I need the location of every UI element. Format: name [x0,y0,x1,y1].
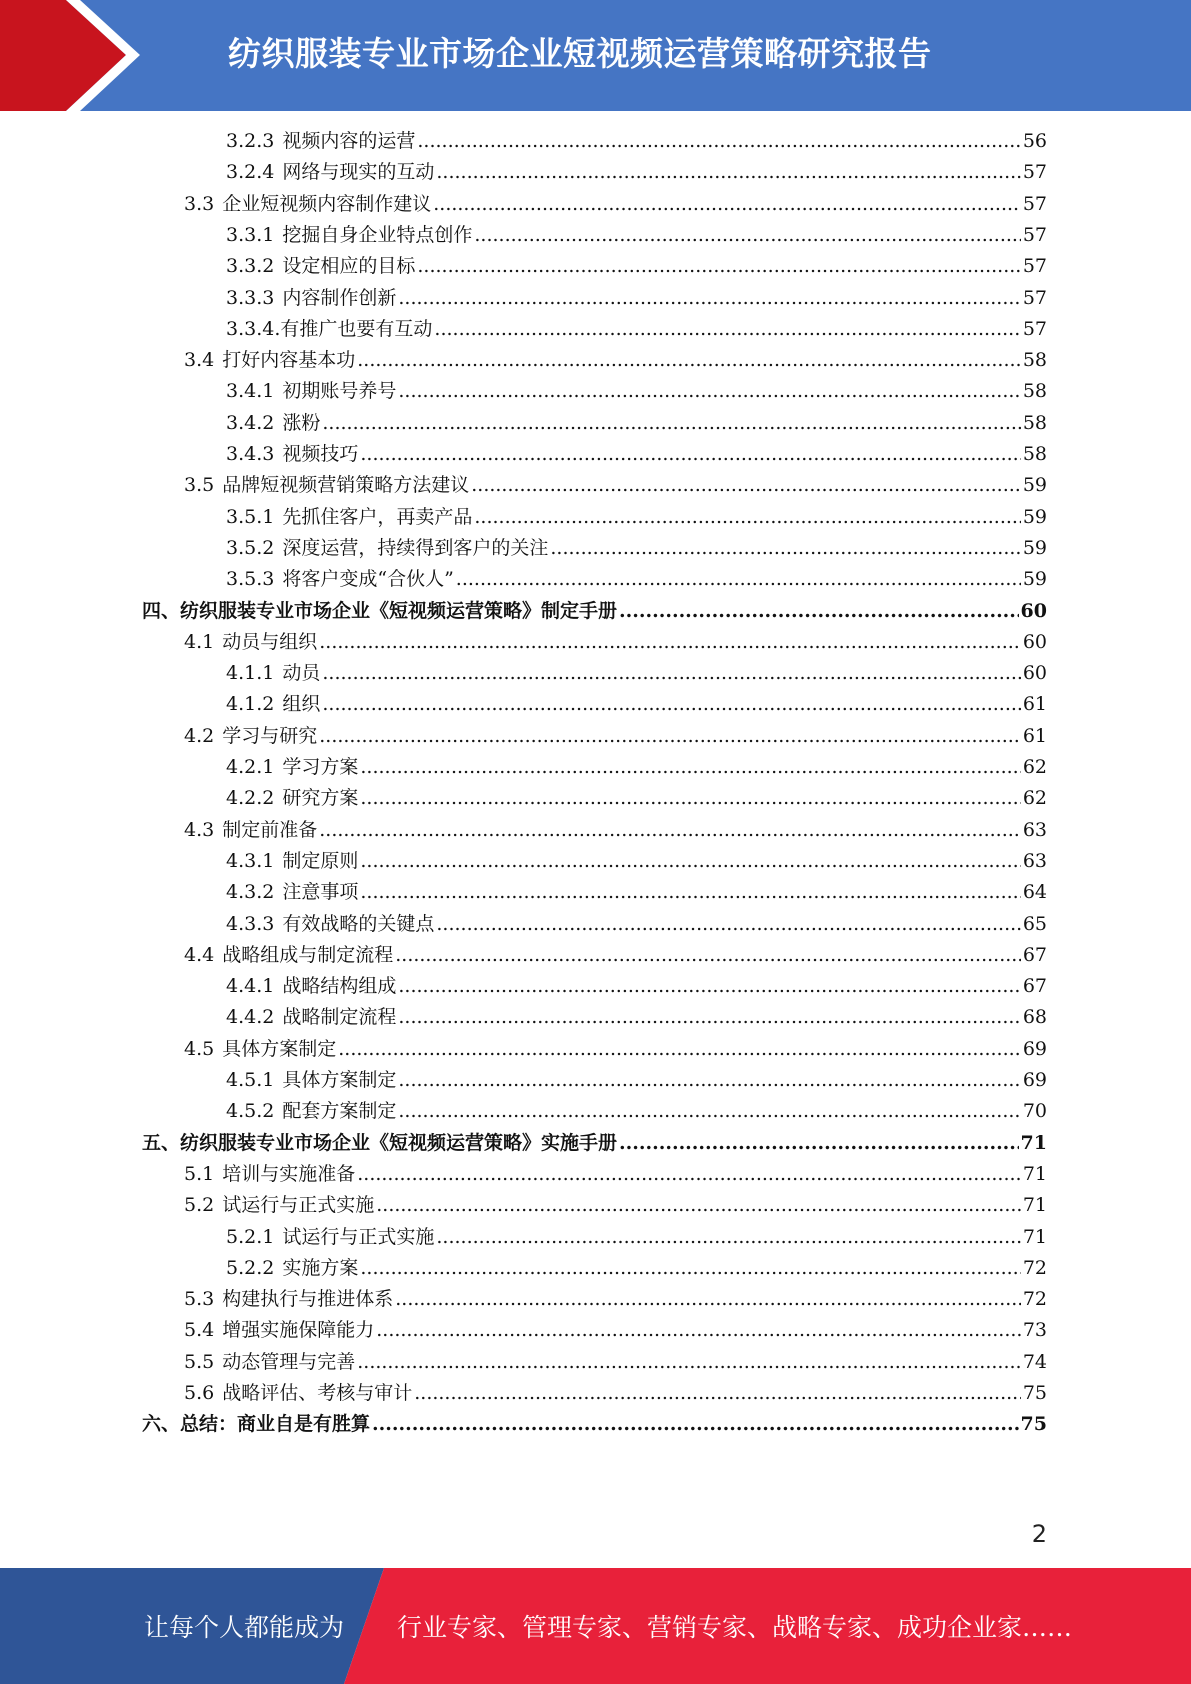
toc-entry-title: 品牌短视频营销策略方法建议 [222,474,470,497]
toc-dot-leader [398,284,1020,312]
toc-entry-page: 71 [1022,1162,1047,1185]
toc-dot-leader [395,941,1021,969]
toc-dot-leader [322,690,1020,718]
toc-entry-title: 实施方案 [282,1256,359,1279]
toc-entry-title: 网络与现实的互动 [282,161,435,184]
toc-entry[interactable] [184,722,1047,750]
toc-entry[interactable] [226,284,1047,312]
toc-dot-leader [474,221,1020,249]
toc-entry[interactable] [226,878,1047,906]
toc-dot-leader [357,1160,1021,1188]
toc-entry[interactable] [184,1379,1047,1407]
toc-dot-leader [322,659,1020,687]
toc-entry-page: 56 [1022,130,1047,152]
toc-entry[interactable] [184,1035,1047,1063]
toc-entry-page: 57 [1022,255,1047,278]
toc-entry[interactable] [184,190,1047,218]
toc-entry-number: 4.1 [184,630,215,653]
toc-entry-number: 4.2 [184,724,215,747]
toc-entry-number: 4.4 [184,943,215,966]
toc-entry-title: 纺织服装专业市场企业《短视频运营策略》实施手册 [180,1131,618,1154]
toc-dot-leader [456,565,1021,593]
toc-entry[interactable] [226,910,1047,938]
toc-entry-page: 57 [1022,223,1047,246]
report-title: 纺织服装专业市场企业短视频运营策略研究报告 [228,34,932,73]
toc-entry-title: 动态管理与完善 [222,1350,356,1373]
toc-entry-page: 68 [1022,1006,1047,1029]
toc-entry[interactable] [184,1160,1047,1188]
toc-entry[interactable] [226,1066,1047,1094]
footer-slogan-left: 让每个人都能成为 [144,1613,345,1642]
toc-entry-number: 3.5.3 [226,568,275,591]
toc-entry-title: 构建执行与推进体系 [222,1288,394,1311]
toc-entry-title: 战略制定流程 [282,1006,397,1029]
toc-entry-page: 75 [1022,1382,1047,1404]
toc-entry-title: 打好内容基本功 [222,349,356,372]
toc-entry-page: 62 [1022,787,1047,810]
toc-entry-page: 64 [1022,881,1047,904]
toc-entry-title: 试运行与正式实施 [222,1194,375,1217]
toc-entry-title: 注意事项 [282,881,359,904]
toc-entry[interactable] [184,346,1047,374]
toc-entry-page: 72 [1022,1288,1047,1311]
toc-entry[interactable] [226,1003,1047,1031]
toc-entry-page: 75 [1020,1413,1047,1436]
toc-entry-number: 3.5 [184,474,215,497]
toc-dot-leader [319,816,1021,844]
toc-dot-leader [360,847,1020,875]
toc-entry-page: 57 [1022,286,1047,309]
toc-entry-number: 3.5.2 [226,536,275,559]
toc-entry-page: 69 [1022,1037,1047,1060]
toc-entry-page: 71 [1022,1225,1047,1248]
toc-entry-number: 3.2.3 [226,130,275,152]
toc-entry-number: 四、 [142,599,181,622]
toc-entry-page: 59 [1022,474,1047,497]
toc-entry-title: 战略结构组成 [282,975,397,998]
toc-entry[interactable] [226,127,1047,155]
toc-entry[interactable] [184,471,1047,499]
toc-entry[interactable] [226,158,1047,186]
toc-dot-leader [398,1003,1020,1031]
toc-entry[interactable] [184,1316,1047,1344]
toc-entry-page: 67 [1022,943,1047,966]
toc-dot-leader [474,503,1020,531]
toc-entry[interactable] [184,1285,1047,1313]
toc-entry-number: 4.5 [184,1037,215,1060]
toc-entry-number: 5.2.2 [226,1256,275,1279]
toc-entry-title: 总结：商业自是有胜算 [180,1413,371,1436]
toc-entry-title: 培训与实施准备 [222,1162,356,1185]
toc-entry[interactable] [226,440,1047,468]
toc-entry-page: 59 [1022,505,1047,528]
toc-dot-leader [434,315,1020,343]
toc-entry[interactable] [226,221,1047,249]
toc-dot-leader [436,910,1020,938]
toc-entry-number: 3.4.3 [226,443,275,465]
toc-dot-leader [417,252,1020,280]
toc-entry-page: 60 [1022,662,1047,685]
toc-entry[interactable] [184,628,1047,656]
toc-entry-number: 4.3.1 [226,849,275,872]
toc-dot-leader [436,158,1020,186]
toc-entry-title: 视频内容的运营 [282,130,416,152]
toc-entry-page: 69 [1022,1069,1047,1091]
toc-dot-leader [398,1066,1020,1094]
toc-dot-leader [550,534,1020,562]
toc-dot-leader [398,972,1020,1000]
toc-entry-number: 4.5.2 [226,1100,275,1123]
toc-entry-title: 组织 [282,693,321,716]
toc-entry[interactable] [184,941,1047,969]
page-number: 2 [1031,1520,1047,1548]
toc-entry-page: 74 [1022,1350,1047,1373]
toc-entry-page: 73 [1022,1319,1047,1342]
toc-entry-number: 3.3.1 [226,223,275,246]
toc-dot-leader [376,1316,1021,1344]
toc-entry[interactable] [226,503,1047,531]
toc-entry-title: 设定相应的目标 [282,255,416,278]
toc-entry-page: 57 [1022,317,1047,340]
toc-entry-page: 58 [1022,380,1047,403]
toc-entry-number: 4.4.2 [226,1006,275,1029]
page-header [0,0,1191,111]
toc-dot-leader [360,753,1020,781]
toc-entry-title: 将客户变成“合伙人” [282,568,454,591]
toc-dot-leader [338,1035,1021,1063]
toc-entry-number: 4.3.2 [226,881,275,904]
toc-entry-page: 65 [1022,912,1047,935]
toc-entry-number: 5.5 [184,1350,215,1373]
toc-entry[interactable] [184,1191,1047,1219]
page-footer [0,1568,1191,1684]
toc-entry-number: 5.3 [184,1288,215,1311]
toc-dot-leader [376,1191,1021,1219]
toc-entry-title: 具体方案制定 [222,1037,337,1060]
toc-entry-number: 3.4.2 [226,411,275,434]
toc-entry-page: 58 [1022,411,1047,434]
toc-entry-title: 具体方案制定 [282,1069,397,1091]
toc-entry-title: 战略评估、考核与审计 [222,1382,413,1404]
footer-slogan-right: 行业专家、管理专家、营销专家、战略专家、成功企业家…… [397,1613,1073,1642]
toc-dot-leader [436,1223,1020,1251]
toc-entry-number: 3.2.4 [226,161,275,184]
toc-entry-number: 3.4.1 [226,380,275,403]
toc-dot-leader [357,1348,1021,1376]
toc-entry-page: 58 [1022,443,1047,465]
toc-entry-number: 4.2.2 [226,787,275,810]
toc-entry-page: 59 [1022,536,1047,559]
toc-entry-title: 企业短视频内容制作建议 [222,192,432,215]
toc-dot-leader [433,190,1021,218]
toc-entry[interactable] [142,1129,1047,1157]
toc-dot-leader [414,1379,1021,1407]
toc-entry-title: 内容制作创新 [282,286,397,309]
toc-entry-number: 5.2 [184,1194,215,1217]
toc-entry-title: 纺织服装专业市场企业《短视频运营策略》制定手册 [180,599,618,622]
toc-entry-page: 67 [1022,975,1047,998]
toc-entry[interactable] [226,409,1047,437]
toc-entry-number: 4.1.2 [226,693,275,716]
toc-entry-number: 4.5.1 [226,1069,275,1091]
toc-entry-number: 3.5.1 [226,505,275,528]
toc-dot-leader [619,597,1019,625]
toc-entry[interactable] [226,377,1047,405]
toc-entry[interactable] [226,1223,1047,1251]
toc-entry-number: 3.3.4. [226,317,281,340]
toc-entry[interactable] [226,1254,1047,1282]
toc-entry-number: 4.2.1 [226,756,275,778]
toc-entry[interactable] [226,690,1047,718]
toc-entry[interactable] [142,1410,1047,1438]
toc-dot-leader [360,440,1020,468]
toc-entry-number: 五、 [142,1131,181,1154]
toc-entry-title: 涨粉 [282,411,321,434]
toc-dot-leader [398,1097,1020,1125]
toc-entry-title: 先抓住客户，再卖产品 [282,505,473,528]
toc-entry-title: 试运行与正式实施 [282,1225,435,1248]
toc-entry-title: 学习与研究 [222,724,318,747]
toc-entry[interactable] [226,315,1047,343]
toc-entry-page: 61 [1022,693,1047,716]
toc-entry-page: 71 [1022,1194,1047,1217]
toc-entry-page: 60 [1022,630,1047,653]
toc-entry-number: 5.6 [184,1382,215,1404]
toc-dot-leader [372,1410,1019,1438]
toc-dot-leader [360,784,1020,812]
toc-entry-title: 制定前准备 [222,818,318,841]
toc-entry-page: 59 [1022,568,1047,591]
toc-entry-page: 58 [1022,349,1047,372]
toc-entry-title: 动员与组织 [222,630,318,653]
toc-entry[interactable] [226,659,1047,687]
toc-entry-title: 深度运营，持续得到客户的关注 [282,536,549,559]
toc-dot-leader [360,878,1020,906]
toc-entry-page: 63 [1022,849,1047,872]
toc-entry-title: 动员 [282,662,321,685]
toc-entry-number: 3.4 [184,349,215,372]
toc-entry-page: 70 [1022,1100,1047,1123]
toc-dot-leader [417,127,1020,155]
toc-entry[interactable] [142,597,1047,625]
toc-entry-number: 4.1.1 [226,662,275,685]
toc-entry-number: 5.4 [184,1319,215,1342]
toc-entry[interactable] [226,252,1047,280]
toc-dot-leader [322,409,1020,437]
toc-entry-page: 61 [1022,724,1047,747]
toc-entry[interactable] [226,753,1047,781]
toc-entry-page: 72 [1022,1256,1047,1279]
toc-entry[interactable] [226,784,1047,812]
toc-entry[interactable] [226,847,1047,875]
toc-entry-title: 有推广也要有互动 [280,317,433,340]
toc-dot-leader [471,471,1021,499]
toc-entry-title: 初期账号养号 [282,380,397,403]
toc-entry[interactable] [184,1348,1047,1376]
toc-entry-title: 增强实施保障能力 [222,1319,375,1342]
toc-entry-number: 3.3.2 [226,255,275,278]
toc-dot-leader [619,1129,1019,1157]
toc-entry-title: 配套方案制定 [282,1100,397,1123]
red-chevron-decoration [0,0,160,111]
toc-dot-leader [360,1254,1020,1282]
toc-entry[interactable] [226,565,1047,593]
toc-entry-title: 有效战略的关键点 [282,912,435,935]
toc-dot-leader [398,377,1020,405]
toc-entry-title: 制定原则 [282,849,359,872]
toc-entry-number: 3.3.3 [226,286,275,309]
toc-entry-page: 63 [1022,818,1047,841]
toc-entry[interactable] [184,816,1047,844]
toc-dot-leader [319,722,1021,750]
toc-entry-page: 71 [1020,1131,1047,1154]
toc-entry[interactable] [226,1097,1047,1125]
toc-entry-number: 3.3 [184,192,215,215]
toc-entry-number: 4.3 [184,818,215,841]
toc-entry[interactable] [226,534,1047,562]
toc-dot-leader [395,1285,1021,1313]
toc-entry-number: 4.3.3 [226,912,275,935]
toc-entry-number: 4.4.1 [226,975,275,998]
toc-entry-title: 视频技巧 [282,443,359,465]
toc-entry-title: 学习方案 [282,756,359,778]
toc-dot-leader [319,628,1021,656]
toc-entry-page: 57 [1022,161,1047,184]
toc-entry-page: 60 [1020,599,1047,622]
toc-entry-page: 62 [1022,756,1047,778]
toc-entry-number: 六、 [142,1413,181,1436]
toc-entry-page: 57 [1022,192,1047,215]
toc-dot-leader [357,346,1021,374]
toc-entry-title: 研究方案 [282,787,359,810]
toc-entry[interactable] [226,972,1047,1000]
toc-entry-number: 5.2.1 [226,1225,275,1248]
toc-entry-title: 挖掘自身企业特点创作 [282,223,473,246]
toc-entry-number: 5.1 [184,1162,215,1185]
toc-entry-title: 战略组成与制定流程 [222,943,394,966]
